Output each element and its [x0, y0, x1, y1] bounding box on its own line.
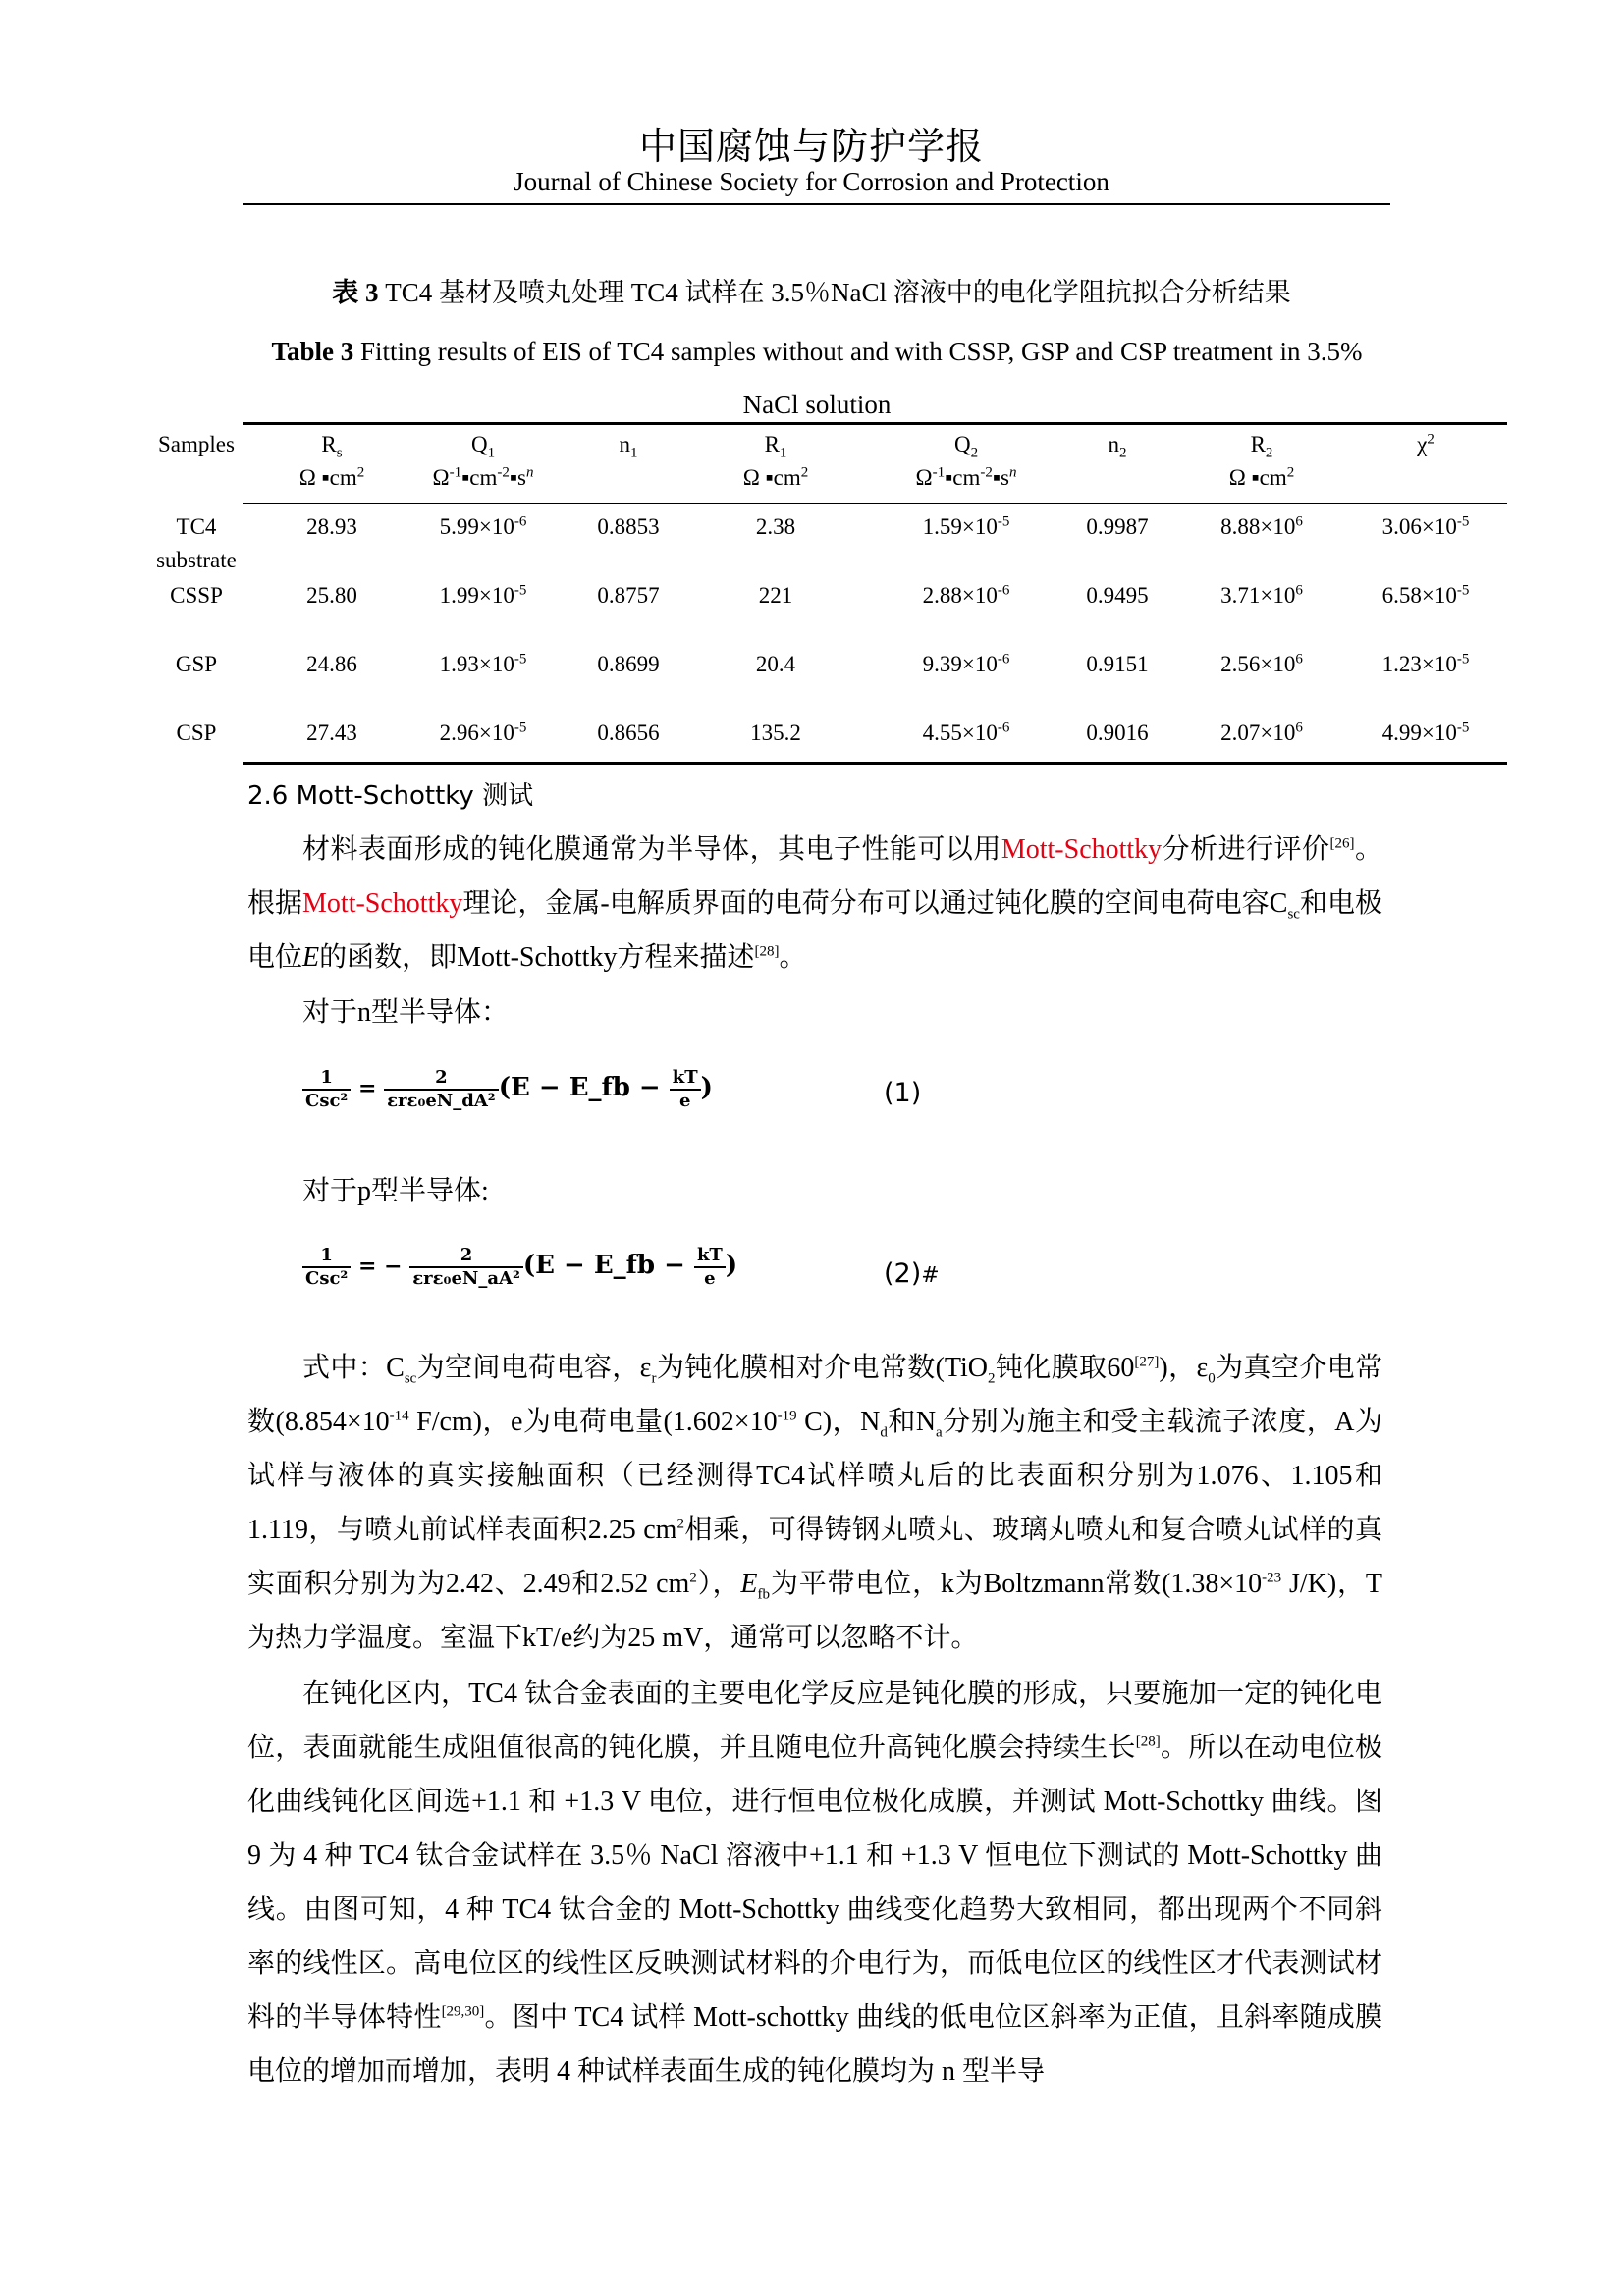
table-bottom-rule	[243, 762, 1507, 765]
table-cell-r2: $8.88\times 10^6$	[1220, 513, 1303, 539]
table-cell-n1: 0.8656	[597, 721, 660, 745]
header-r1: $R_1$ Ω $▪cm^2$	[742, 432, 809, 490]
table-cell-n2: 0.9495	[1086, 583, 1149, 608]
header-q1: $Q_1$ $\Omega^{-1}▪cm^{-2}▪s^n$	[432, 432, 534, 490]
journal-title-en: Journal of Chinese Society for Corrosion and Protection	[514, 167, 1109, 196]
table-cell-chi: $6.58\times 10^{-5}$	[1381, 582, 1470, 608]
header-chi: $\chi^2$	[1417, 431, 1434, 456]
header-r2: $R_2$ Ω $▪cm^2$	[1228, 432, 1295, 490]
table-caption-cn: 表 3 TC4 基材及喷丸处理 TC4 试样在 3.5％NaCl 溶液中的电化学阻抗拟合分析结果	[332, 278, 1291, 307]
header-n1: $n_1$	[619, 432, 638, 461]
section-heading: 2.6 Mott-Schottky 测试	[247, 781, 534, 811]
table-cell-rs: 24.86	[306, 652, 357, 676]
table-cell-n2: 0.9151	[1086, 652, 1149, 676]
paragraph-1: 材料表面形成的钝化膜通常为半导体，其电子性能可以用Mott-Schottky分析进行评价[26]。根据Mott-Schottky理论，金属-电解质界面的电荷分布可以通过钝化膜的空间电荷电容$C_{sc}$和电极电位E的函数，即Mott-Schottky方程来描述[28]。	[247, 834, 1382, 973]
table-cell-q2: $4.55\times 10^{-6}$	[922, 720, 1010, 745]
table-cell-r2: $3.71\times 10^6$	[1220, 582, 1303, 608]
table-cell-rs: 28.93	[306, 514, 357, 539]
equation-1-number: (1)	[884, 1078, 922, 1108]
equation-2: $\frac{1}{\text{Csc²}}$ = − $\frac{2}{\text{εrε₀eN\_aA²}}$ (E − E_fb − $\frac{kT}{e}$ )	[302, 1245, 737, 1290]
table-caption-en: Table 3 Fitting results of EIS of TC4 samples without and with CSSP, GSP and CSP treatment in 3.5% NaCl solution	[271, 337, 1363, 419]
table-cell-n1: 0.8853	[597, 514, 660, 539]
journal-title-cn: 中国腐蚀与防护学报	[638, 127, 984, 168]
table-cell-r2: $2.07\times 10^6$	[1220, 720, 1303, 745]
table-cell-n1: 0.8757	[597, 583, 660, 608]
p-type-label: 对于p型半导体:	[302, 1176, 489, 1206]
table-cell-rs: 25.80	[306, 583, 357, 608]
table-cell-chi: $3.06\times 10^{-5}$	[1381, 513, 1470, 539]
table-cell-n2: 0.9987	[1086, 514, 1149, 539]
table-cell-q2: $2.88\times 10^{-6}$	[922, 582, 1010, 608]
table-cell-r2: $2.56\times 10^6$	[1220, 651, 1303, 676]
table-cell-n2: 0.9016	[1086, 721, 1149, 745]
table-cell-q2: $9.39\times 10^{-6}$	[922, 651, 1010, 676]
table-cell-r1: 135.2	[750, 721, 801, 745]
header-q2: $Q_2$ $\Omega^{-1}▪cm^{-2}▪s^n$	[915, 432, 1017, 490]
table-cell-q1: $2.96\times 10^{-5}$	[439, 720, 527, 745]
table-cell-sample: CSSP	[170, 583, 223, 608]
header-samples: Samples	[158, 432, 235, 456]
table-cell-q2: $1.59\times 10^{-5}$	[922, 513, 1010, 539]
paragraph-3: 在钝化区内，TC4 钛合金表面的主要电化学反应是钝化膜的形成，只要施加一定的钝化电位，表面就能生成阻值很高的钝化膜，并且随电位升高钝化膜会持续生长[28]。所以在动电位极化曲线钝化区间选+1.1 和 +1.3 V 电位，进行恒电位极化成膜，并测试 Mott-Schottky 曲线。图 9 为 4 种 TC4 钛合金试样在 3.5％ NaCl 溶液中+1.1 和 +1.3 V 恒电位下测试的 Mott-Schottky 曲线。由图可知，4 种 TC4 钛合金的 Mott-Schottky 曲线变化趋势大致相同，都出现两个不同斜率的线性区。高电位区的线性区反映测试材料的介电行为，而低电位区的线性区才代表测试材料的半导体特性[29,30]。图中 TC4 试样 Mott-schottky 曲线的低电位区斜率为正值，且斜率随成膜电位的增加而增加，表明 4 种试样表面生成的钝化膜均为 n 型半导	[247, 1679, 1382, 2087]
equation-2-number: (2)#	[884, 1258, 940, 1289]
table-cell-q1: $1.99\times 10^{-5}$	[439, 582, 527, 608]
table-header-rule	[243, 503, 1507, 504]
paragraph-2: 式中：$C_{sc}$为空间电荷电容，$\varepsilon_r$为钝化膜相对介电常数(TiO$_2$钝化膜取60[27])，$\varepsilon_0$为真空介电常数($8.854\times 10^{-14}$ F/cm)，e为电荷电量($1.602\times 10^{-19}$ C)，$N_d$和$N_a$分别为施主和受主载流子浓度，A为试样与液体的真实接触面积（已经测得TC4试样喷丸后的比表面积分别为1.076、1.105和1.119，与喷丸前试样表面积2.25 $cm^2$相乘，可得铸钢丸喷丸、玻璃丸喷丸和复合喷丸试样的真实面积分别为为2.42、2.49和2.52 $cm^2$），$E_{fb}$为平带电位，k为Boltzmann常数($1.38\times 10^{-23}$ J/K)，T为热力学温度。室温下kT/e约为25 mV，通常可以忽略不计。	[247, 1353, 1382, 1653]
table-cell-r1: 221	[758, 583, 793, 608]
table-cell-chi: $4.99\times 10^{-5}$	[1381, 720, 1470, 745]
table-cell-q1: $5.99\times 10^{-6}$	[439, 513, 527, 539]
table-cell-r1: 20.4	[755, 652, 796, 676]
header-rule	[243, 203, 1390, 205]
table-cell-q1: $1.93\times 10^{-5}$	[439, 651, 527, 676]
table-cell-sample: TC4 substrate	[156, 514, 237, 572]
table-top-rule	[243, 422, 1507, 425]
table-cell-chi: $1.23\times 10^{-5}$	[1381, 651, 1470, 676]
n-type-label: 对于n型半导体：	[302, 997, 510, 1028]
table-cell-sample: CSP	[176, 721, 217, 745]
table-cell-rs: 27.43	[306, 721, 357, 745]
header-n2: $n_2$	[1108, 432, 1127, 461]
equation-1: $\frac{1}{\text{Csc²}}$ = $\frac{2}{\text{εrε₀eN\_dA²}}$ (E − E_fb − $\frac{kT}{e}$ )	[302, 1067, 713, 1112]
table-cell-r1: 2.38	[755, 514, 796, 539]
table-cell-sample: GSP	[175, 652, 218, 676]
table-cell-n1: 0.8699	[597, 652, 660, 676]
header-rs: $R_s$ Ω $▪cm^2$	[298, 432, 365, 490]
